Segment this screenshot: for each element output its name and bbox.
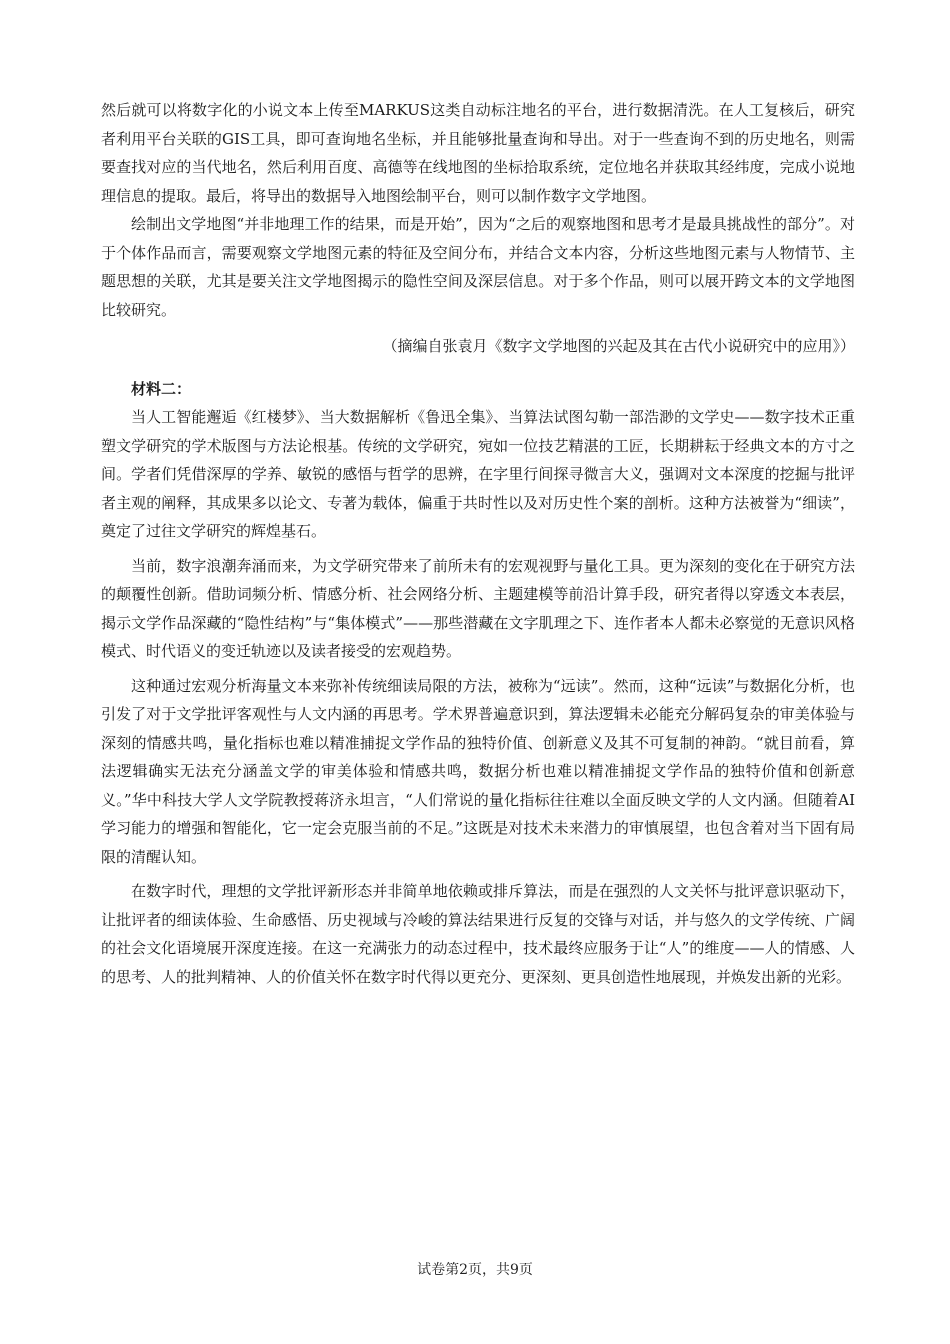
paragraph-digital-wave: 当前，数字浪潮奔涌而来，为文学研究带来了前所未有的宏观视野与量化工具。更为深刻的变化在于研究方法的颠覆性创新。借助词频分析、情感分析、社会网络分析、主题建模等前沿计算手段，研究者得以穿透文本表层，揭示文学作品深藏的“隐性结构”与“集体模式”——那些潜藏在文字肌理之下、连作者本人都未必察觉的无意识风格模式、时代语义的变迁轨迹以及读者接受的宏观趋势。 xyxy=(101,556,855,660)
section-heading-material-two: 材料二： xyxy=(131,379,192,398)
page-content xyxy=(101,96,855,991)
paragraph-literary-map: 绘制出文学地图“并非地理工作的结果，而是开始”，因为“之后的观察地图和思考才是最具挑战性的部分”。对于个体作品而言，需要观察文学地图元素的特征及空间分布，并结合文本内容，分析这些地图元素与人物情节、主题思想的关联，尤其是要关注文学地图揭示的隐性空间及深层信息。对于多个作品，则可以展开跨文本的文学地图比较研究。 xyxy=(101,215,855,319)
paragraph-digital-reshaping: 当人工智能邂逅《红楼梦》、当大数据解析《鲁迅全集》、当算法试图勾勒一部浩渺的文学史——数字技术正重塑文学研究的学术版图与方法论根基。传统的文学研究，宛如一位技艺精湛的工匠，长期耕耘于经典文本的方寸之间。学者们凭借深厚的学养、敏锐的感悟与哲学的思辨，在字里行间探寻微言大义，强调对文本深度的挖掘与批评者主观的阐释，其成果多以论文、专著为载体，偏重于共时性以及对历史性个案的剖析。这种方法被誉为“细读”，奠定了过往文学研究的辉煌基石。 xyxy=(101,408,855,540)
citation: （摘编自张袁月《数字文学地图的兴起及其在古代小说研究中的应用》） xyxy=(382,337,855,355)
paragraph-distant-reading: 这种通过宏观分析海量文本来弥补传统细读局限的方法，被称为“远读”。然而，这种“远读”与数据化分析，也引发了对于文学批评客观性与人文内涵的再思考。学术界普遍意识到，算法逻辑未必能充分解码复杂的审美体验与深刻的情感共鸣，量化指标也难以精准捕捉文学作品的独特价值、创新意义及其不可复制的神韵。“就目前看，算法逻辑确实无法充分涵盖文学的审美体验和情感共鸣，数据分析也难以精准捕捉文学作品的独特价值和创新意义。”华中科技大学人文学院教授蒋济永坦言，“人们常说的量化指标往往难以全面反映文学的人文内涵。但随着AI学习能力的增强和智能化，它一定会克服当前的不足。”这既是对技术未来潜力的审慎展望，也包含着对当下固有局限的清醒认知。 xyxy=(101,676,855,866)
paragraph-digital-era-criticism: 在数字时代，理想的文学批评新形态并非简单地依赖或排斥算法，而是在强烈的人文关怀与批评意识驱动下，让批评者的细读体验、生命感悟、历史视域与冷峻的算法结果进行反复的交锋与对话，并与悠久的文学传统、广阔的社会文化语境展开深度连接。在这一充满张力的动态过程中，技术最终应服务于让“人”的维度——人的情感、人的思考、人的批判精神、人的价值关怀在数字时代得以更充分、更深刻、更具创造性地展现，并焕发出新的光彩。 xyxy=(101,882,855,986)
page-footer: 试卷第2页，共9页 xyxy=(417,1262,533,1278)
paragraph-continuation: 然后就可以将数字化的小说文本上传至MARKUS这类自动标注地名的平台，进行数据清洗。在人工复核后，研究者利用平台关联的GIS工具，即可查询地名坐标，并且能够批量查询和导出。对于一些查询不到的历史地名，则需要查找对应的当代地名，然后利用百度、高德等在线地图的坐标拾取系统，定位地名并获取其经纬度，完成小说地理信息的提取。最后，将导出的数据导入地图绘制平台，则可以制作数字文学地图。 xyxy=(101,101,855,205)
